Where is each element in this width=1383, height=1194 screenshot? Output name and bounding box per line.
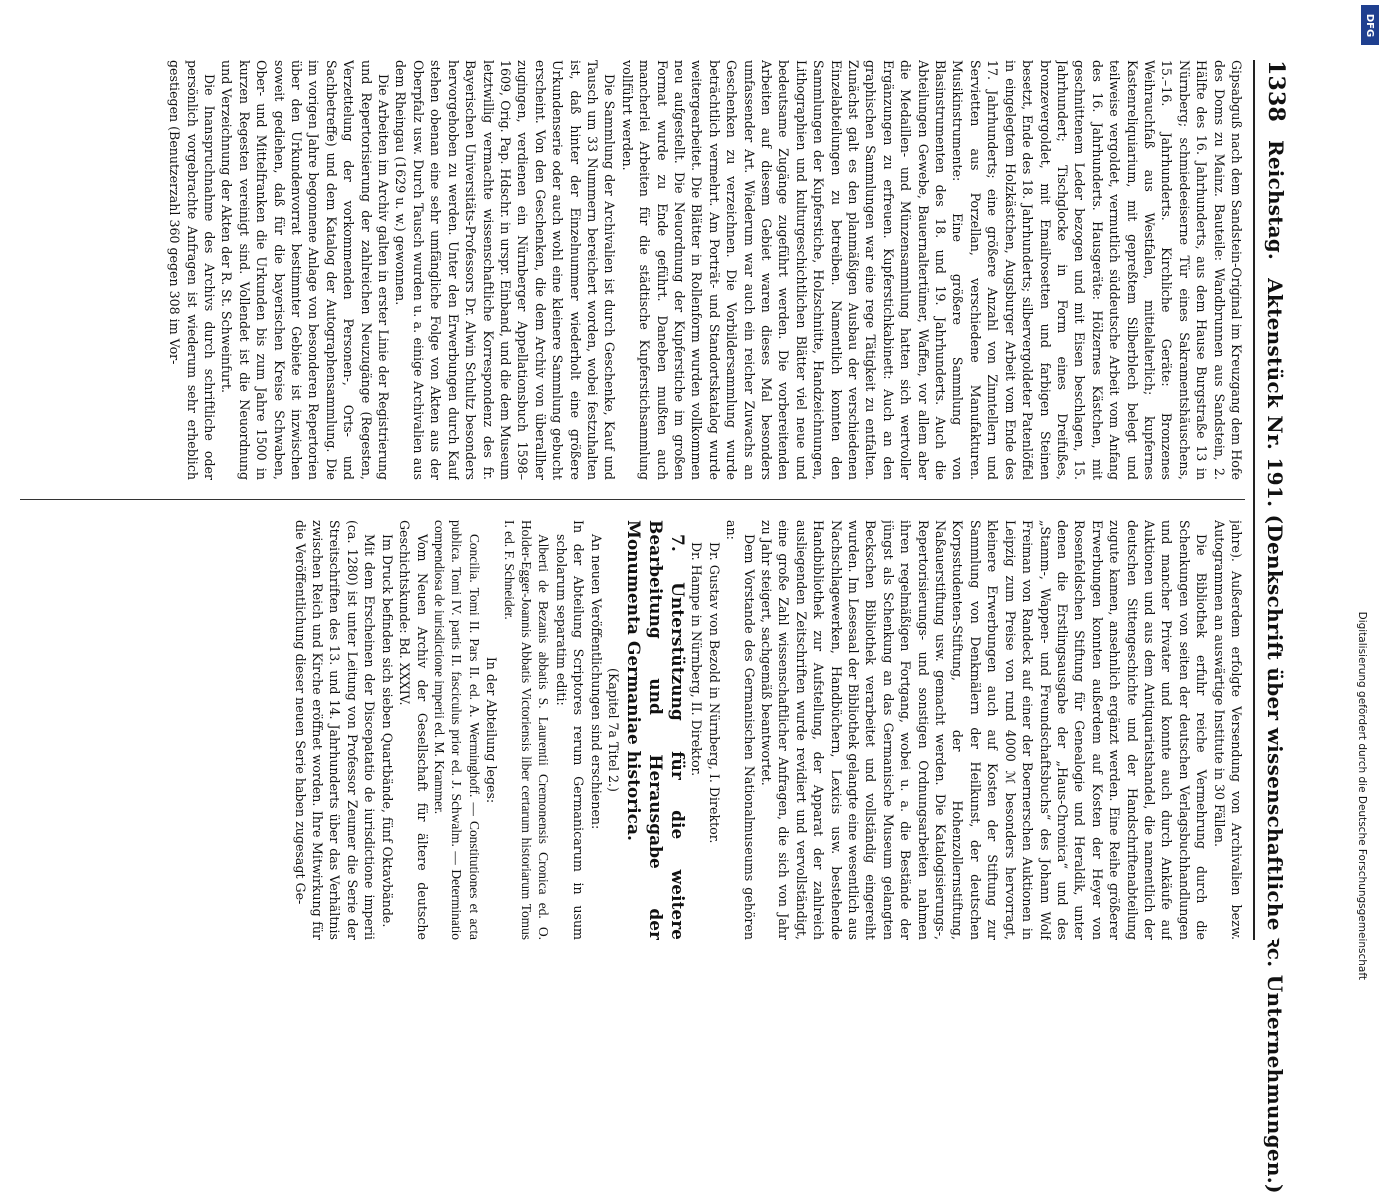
- left-column: [15, 60, 1245, 480]
- header-rule: [1253, 60, 1255, 940]
- right-paragraph-7: In der Abteilung leges:: [484, 656, 500, 804]
- signature-director-1: Dr. Gustav von Bezold in Nürnberg, I. Direktor.: [706, 542, 722, 844]
- dfg-logo: DFG: [1361, 5, 1379, 45]
- right-paragraph-8: Concilia. Tomi II. Pars II. ed. A. Werminghoff. — Constitutiones et acta publica. Tomi IV. partis II. fasciculus prior ed. J. Schwalm. — Determinatio compendiosa de iurisdictione imperii ed. M. Krammer.: [431, 520, 482, 940]
- right-column: [15, 520, 1245, 940]
- running-title: Reichstag.: [1264, 140, 1288, 261]
- funding-note: [1353, 20, 1377, 980]
- page-number: 1338: [1263, 60, 1289, 123]
- right-paragraph-3: Dem Vorstande des Germanischen Nationalmuseums gehören an:: [724, 520, 757, 940]
- signature-director-2: Dr. Hampe in Nürnberg, II. Direktor.: [689, 542, 705, 777]
- column-divider: [20, 499, 1245, 500]
- right-paragraph-6: Alberti de Bezanis abbatis S. Laurentii Cremonensis Cronica ed. O. Holder-Egger-Joannis Abbatis Victoriensis liber certarum historiarum Tomus I. ed. F. Schneider.: [501, 520, 552, 940]
- right-paragraph-1: jahre). Außerdem erfolgte Versendung von Archivalien bezw. Autogrammen an auswärtige Institute in 30 Fällen.: [1211, 520, 1244, 940]
- left-paragraph-1: Gipsabguß nach dem Sandstein-Original im Kreuzgang dem Hofe des Doms zu Mainz. Bauteile: Wandbrunnen aus Sandstein, 2. Hälfte des 16. Jahrhunderts, aus dem Hause Burgstraße 13 in Nürnberg; schmiedeeiserne Tür eines Sakramentshäuschens, 15.–16. Jahrhunderts. Kirchliche Geräte: Bronzenes Weihrauchfaß aus Westfalen, mittelalterlich; kupfernes Kastenreliquiarium, mit gepreßtem Silberblech belegt und teilweise vergoldet, vermutlich süddeutsche Arbeit vom Anfang des 16. Jahrhunderts. Hausgeräte: Hölzernes Kästchen, mit geschnittenem Leder bezogen und mit Eisen beschlagen, 15. Jahrhundert; Tischglocke in Form eines Dreifußes, bronzevergoldet, mit Emailrosetten und farbigen Steinen besetzt, Ende des 18. Jahrhunderts; silbervergoldeter Patenlöffel in eingelegtem Holzkästchen, Augsburger Arbeit vom Ende des 17. Jahrhunderts; eine größere Anzahl von Zinntellern und Servietten aus Porzellan, verschiedene Manufakturen. Musikinstrumente: Eine größere Sammlung von Blasinstrumenten des 18. und 19. Jahrhunderts. Auch die Abteilungen Gewebe, Bauernaltertümer, Waffen, vor allem aber die Medaillen- und Münzensammlung hatten sich wertvoller Ergänzungen zu erfreuen. Kupferstichkabinett: Auch an den graphischen Sammlungen war eine rege Tätigkeit zu entfalten. Zunächst galt es den planmäßigen Ausbau der verschiedenen Einzelabteilungen zu betreiben. Namentlich konnten den Sammlungen der Kupferstiche, Holzschnitte, Handzeichnungen, Lithographien und kulturgeschichtlichen Blätter viel neue und bedeutsame Zugänge zugeführt werden. Die vorbereitenden Arbeiten auf diesem Gebiet waren dieses Mal besonders umfassender Art. Wiederum war auch ein reicher Zuwachs an Geschenken zu verzeichnen. Die Vorbildersammlung wurde beträchtlich vermehrt. Am Porträt- und Standortskatalog wurde weitergearbeitet. Die Blätter in Rollenform wurden vollkommen neu aufgestellt. Die Neuordnung der Kupferstiche im großen Format wurde zu Ende geführt. Daneben mußten auch mancherlei Arbeiten für die städtische Kupferstichsammlung vollführt werden.: [619, 60, 1244, 480]
- right-paragraph-5: In der Abteilung Scriptores rerum Germanicarum in usum scholarum separatim editi:: [553, 520, 587, 940]
- section-heading: 7. Unterstützung für die weitere Bearbeitung und Herausgabe der Monumenta Germaniae historica.: [623, 520, 687, 940]
- right-paragraph-2: Die Bibliothek erfuhr reiche Vermehrung durch die Schenkungen von seiten der deutschen Verlagsbuchhandlungen und mancher Privater und konnte auch durch Ankäufe auf Auktionen und aus dem Antiquariatshandel, die namentlich der deutschen Sittengeschichte und der Handschriftenabteilung zugute kamen, ansehnlich ergänzt werden. Eine Reihe größerer Erwerbungen konnten außerdem auf Kosten der Heyer von Rosenfeldschen Stiftung für Genealogie und Heraldik, unter denen die Erstlingsausgabe der „Haus-Chronica“ und des „Stamm-, Wappen- und Freundschaftsbuchs“ des Johann Wolf Freiman von Randeck auf einer der Boernerschen Auktionen in Leipzig zum Preise von rund 4000 ℳ besonders hervorragt, kleinere Erwerbungen auch auf Kosten der Stiftung zur Sammlung von Denkmälern der Heilkunst, der deutschen Korpsstudenten-Stiftung, der Hohenzollernstiftung, Naßauerstiftung usw. gemacht werden. Die Katalogisierungs-, Repertorisierungs- und sonstigen Ordnungsarbeiten nahmen ihren regelmäßigen Fortgang, wobei u. a. die Bestände der jüngst als Schenkung an das Germanische Museum gelangten Beckschen Bibliothek verarbeitet und vollständig eingereiht wurden. Im Lesesaal der Bibliothek gelangte eine wesentlich aus Nachschlagewerken, Handbüchern, Lexicis usw. bestehende Handbibliothek zur Aufstellung, der Apparat der zahlreich ausliegenden Zeitschriften wurde revidiert und vervollständigt, eine große Zahl wissenschaftlicher Anfragen, die sich von Jahr zu Jahr steigert, sachgemäß beantwortet.: [759, 520, 1210, 940]
- right-paragraph-10: Im Druck befinden sich sieben Quartbände, fünf Oktavbände.: [379, 534, 395, 928]
- section-subheading: (Kapitel 7a Titel 2.): [606, 668, 621, 792]
- left-paragraph-3: Die Arbeiten im Archiv galten in erster Linie der Registrierung und Repertorisierung der zahlreichen Neuzugänge (Regesten, Verzettelung der vorkommenden Personen-, Orts- und Sachbetreffe) und dem Katalog der Autographensammlung. Die im vorigen Jahre begonnene Anlage von besonderen Repertorien über den Urkundenvorrat bestimmter Gebiete ist inzwischen soweit gediehen, daß für die bayerischen Kreise Schwaben, Ober- und Mittelfranken die Urkunden bis zum Jahre 1500 in kurzen Regesten vereinigt sind. Vollendet ist die Neuordnung und Verzeichnung der Akten der R. St. Schweinfurt.: [219, 60, 392, 480]
- right-paragraph-4: An neuen Veröffentlichungen sind erschienen:: [588, 534, 604, 830]
- right-paragraph-9: Vom Neuen Archiv der Gesellschaft für ältere deutsche Geschichtskunde: Bd. XXXIV.: [397, 520, 430, 940]
- page-header: [1259, 60, 1293, 1194]
- right-paragraph-11: Mit dem Erscheinen der Discepatatio de iurisdictione imperii (ca. 1280) ist unter Leitung von Professor Zeumer die Serie der Streitschriften des 13. und 14. Jahrhunderts über das Verhältnis zwischen Reich und Kirche eröffnet worden. Ihre Mitwirkung für die Veröffentlichung dieser neuen Serie haben zugesagt Ge-: [292, 520, 378, 940]
- document-title: Aktenstück Nr. 191. (Denkschrift über wissenschaftliche ꝛc. Unternehmungen.): [1263, 278, 1288, 1194]
- funding-note-text: Digitalisierung gefördert durch die Deutsche Forschungsgemeinschaft: [1356, 611, 1368, 980]
- left-paragraph-2: Die Sammlung der Archivalien ist durch Geschenke, Kauf und Tausch um 33 Nummern bereichert worden, wobei festzuhalten ist, daß hinter der Einzelnummer wiederholt eine größere Urkundenserie oder auch wohl eine kleinere Sammlung gebucht erscheint. Von den Geschenken, die dem Archiv von überallher zugingen, verdienen ein Nürnberger Appellationsbuch 1598–1609, Orig. Pap. Hdschr. in urspr. Einband, und die dem Museum letztwillig vermachte wissenschaftliche Korrespondenz des fr. Bayerischen Universitäts-Professors Dr. Alwin Schultz besonders hervorgehoben zu werden. Unter den Erwerbungen durch Kauf stehen obenan eine sehr umfängliche Folge von Akten aus der Oberpfalz usw. Durch Tausch wurden u. a. einige Archivalien aus dem Rheingau (1629 u. w.) gewonnen.: [393, 60, 618, 480]
- left-paragraph-4: Die Inanspruchnahme des Archivs durch schriftliche oder persönlich vorgebrachte Anfragen ist wiederum sehr erheblich gestiegen (Benutzerzahl 360 gegen 308 im Vor-: [167, 60, 218, 480]
